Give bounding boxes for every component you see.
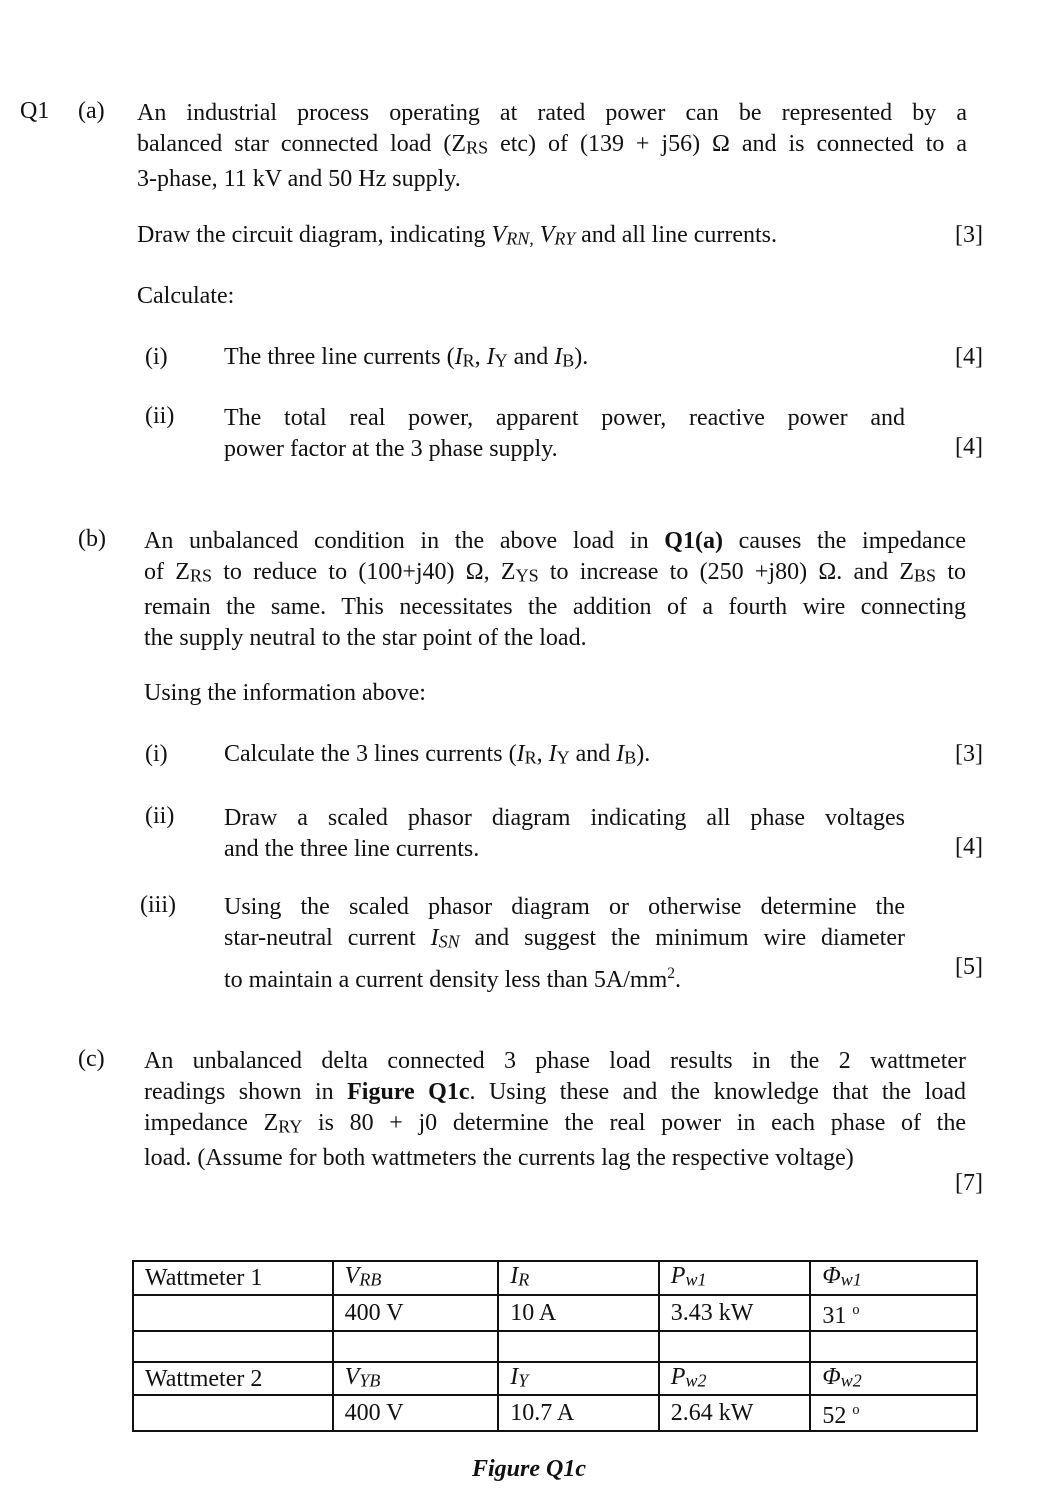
part-a-label: (a) <box>78 98 105 124</box>
wattmeter2-p-value: 2.64 kW <box>659 1395 811 1431</box>
part-a-i-label: (i) <box>145 344 168 370</box>
wattmeter-table <box>132 1260 978 1432</box>
wattmeter1-v-value: 400 V <box>333 1295 499 1331</box>
wattmeter1-p-header: $P_{w1}$ <box>659 1261 811 1295</box>
table-row <box>133 1295 977 1331</box>
part-c-text: An unbalanced delta connected 3 phase load results in the 2 wattmeter readings shown in Figure Q1c. Using these and the knowledge that the load impedance $Z_{RY}$ is 80 + j0 determine the real power in each phase of the load. (Assume for both wattmeters the currents lag the respective voltage) <box>144 1048 966 1171</box>
part-a-intro-line2: balanced star connected load ($Z_{RS}$ etc) of (139 + j56) Ω and is connected to a <box>137 131 967 158</box>
part-b-label: (b) <box>78 526 106 552</box>
part-a-i-mark: [4] <box>955 344 983 370</box>
wattmeter2-name: Wattmeter 2 <box>133 1362 333 1396</box>
wattmeter2-v-value: 400 V <box>333 1395 499 1431</box>
part-a-draw-text: Draw the circuit diagram, indicating $V_{RN,}$ $V_{RY}$ and all line currents. <box>137 222 778 249</box>
part-b-i-label: (i) <box>145 741 168 767</box>
part-a-intro-line3: 3-phase, 11 kV and 50 Hz supply. <box>137 165 461 192</box>
wattmeter2-i-value: 10.7 A <box>498 1395 659 1431</box>
part-b-intro: An unbalanced condition in the above load in Q1(a) causes the impedance of $Z_{RS}$ to reduce to (100+j40) Ω, $Z_{YS}$ to increase to (250 +j80) Ω. and $Z_{BS}$ to remain the same. This necessitates the addition of a fourth wire connecting the supply neutral to the star point of the load. <box>144 528 967 651</box>
wattmeter2-p-header: $P_{w2}$ <box>659 1362 811 1396</box>
part-b-iii-text: Using the scaled phasor diagram or otherwise determine the star-neutral current $I_{SN}$ and suggest the minimum wire diameter to maintain a current density less than $5A/mm^2$. <box>224 894 905 993</box>
part-a-intro <box>137 98 967 195</box>
part-b-iii-label: (iii) <box>140 892 176 918</box>
part-b-i-text: Calculate the 3 lines currents ($I_R$, $I_Y$ and $I_B$). <box>224 741 651 768</box>
figure-caption: Figure Q1c <box>472 1456 586 1482</box>
wattmeter2-phi-header: $\Phi_{w2}$ <box>810 1362 977 1396</box>
wattmeter1-i-header: $I_R$ <box>498 1261 659 1295</box>
wattmeter1-phi-header: $\Phi_{w1}$ <box>810 1261 977 1295</box>
table-row <box>133 1395 977 1431</box>
wattmeter1-p-value: 3.43 kW <box>659 1295 811 1331</box>
part-b-ii-label: (ii) <box>145 803 175 829</box>
wattmeter2-i-header: $I_Y$ <box>498 1362 659 1396</box>
wattmeter2-v-header: $V_{YB}$ <box>333 1362 499 1396</box>
wattmeter1-name: Wattmeter 1 <box>133 1261 333 1295</box>
part-c-mark: [7] <box>955 1170 983 1196</box>
wattmeter2-phi-value: 52 $^o$ <box>810 1395 977 1431</box>
part-a-draw-mark: [3] <box>955 222 983 248</box>
part-b-ii-text: Draw a scaled phasor diagram indicating all phase voltages and the three line currents. <box>224 805 905 862</box>
wattmeter1-phi-value: 31 $^o$ <box>810 1295 977 1331</box>
part-b-i-mark: [3] <box>955 741 983 767</box>
part-a-ii-text: The total real power, apparent power, reactive power and power factor at the 3 phase supply. <box>224 405 905 462</box>
part-a-ii-mark: [4] <box>955 434 983 460</box>
wattmeter1-i-value: 10 A <box>498 1295 659 1331</box>
part-a-intro-line1: An industrial process operating at rated power can be represented by a <box>137 100 967 126</box>
question-number: Q1 <box>20 98 50 124</box>
part-b-iii-mark: [5] <box>955 954 983 980</box>
wattmeter1-v-header: $V_{RB}$ <box>333 1261 499 1295</box>
part-b-using: Using the information above: <box>144 680 426 706</box>
part-b-ii-mark: [4] <box>955 834 983 860</box>
part-a-calculate: Calculate: <box>137 283 235 309</box>
part-c-label: (c) <box>78 1046 105 1072</box>
part-a-i-text: The three line currents ($I_R$, $I_Y$ and $I_B$). <box>224 344 589 371</box>
table-row <box>133 1261 977 1295</box>
table-row <box>133 1362 977 1396</box>
part-a-ii-label: (ii) <box>145 403 175 429</box>
table-row <box>133 1331 977 1362</box>
